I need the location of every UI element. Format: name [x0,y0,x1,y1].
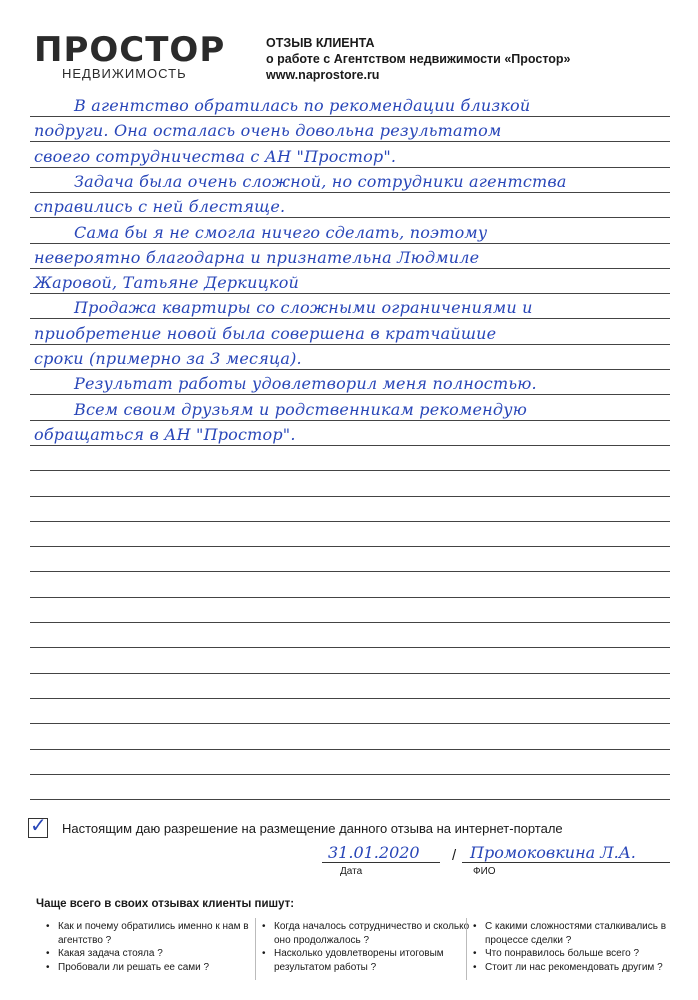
faq-question: • Как и почему обратились именно к нам в [46,920,249,934]
fio-value: Промоковкина Л.А. [470,843,636,862]
faq-question: • Пробовали ли решать ее сами ? [46,961,249,975]
faq-column-2 [262,920,469,974]
ruled-line [30,92,670,117]
faq-column-3 [473,920,666,974]
ruled-line [30,775,670,800]
faq-question: • Стоит ли нас рекомендовать другим ? [473,961,666,975]
ruled-line [30,117,670,142]
review-line-text: Всем своим друзьям и родственникам рекомендую [74,399,527,419]
review-line-text: своего сотрудничества с АН "Простор". [34,146,397,166]
date-label: Дата [340,866,363,877]
brand-tagline: НЕДВИЖИМОСТЬ [62,66,187,81]
review-line-text: Жаровой, Татьяне Деркицкой [34,273,300,293]
review-line-text: Задача была очень сложной, но сотрудники агентства [74,171,567,191]
ruled-line [30,294,670,319]
ruled-line [30,547,670,572]
ruled-line [30,725,670,750]
form-header [266,35,571,83]
faq-question: • Когда началось сотрудничество и сколько [262,920,469,934]
ruled-line [30,269,670,294]
faq-question-cont: агентство ? [58,934,112,946]
review-line-text: сроки (примерно за 3 месяца). [34,349,302,368]
faq-question-cont: результатом работы ? [274,961,377,973]
ruled-line [30,421,670,446]
ruled-line [30,143,670,168]
review-text-area [30,92,670,800]
signature-separator: / [452,847,457,864]
ruled-line [30,699,670,724]
ruled-line [30,168,670,193]
consent-checkbox[interactable] [28,813,48,838]
date-value: 31.01.2020 [328,843,420,862]
ruled-line [30,497,670,522]
ruled-line [30,750,670,775]
ruled-line [30,370,670,395]
fio-underline [462,862,670,863]
review-line-text: Результат работы удовлетворил меня полностью. [74,374,537,394]
ruled-line [30,674,670,699]
ruled-line [30,522,670,547]
check-icon: ✓ [30,813,47,837]
review-line-text: невероятно благодарна и признательна Людмиле [34,247,480,267]
faq-question: • Что понравилось больше всего ? [473,947,666,961]
ruled-line [30,345,670,370]
ruled-line [30,598,670,623]
review-line-text: подруги. Она осталась очень довольна результатом [34,121,502,141]
ruled-line [30,573,670,598]
ruled-line [30,623,670,648]
review-line-text: Сама бы я не смогла ничего сделать, поэтому [74,222,488,242]
faq-column-1 [46,920,249,974]
faq-question: • Какая задача стояла ? [46,947,249,961]
ruled-line [30,320,670,345]
ruled-line [30,649,670,674]
ruled-line [30,244,670,269]
website-link[interactable]: www.naprostore.ru [266,68,380,82]
form-title: ОТЗЫВ КЛИЕНТА [266,36,375,50]
faq-divider [255,918,256,980]
fio-label: ФИО [473,866,496,877]
ruled-line [30,193,670,218]
ruled-line [30,396,670,421]
ruled-line [30,446,670,471]
brand-logo [34,30,234,90]
faq-title: Чаще всего в своих отзывах клиенты пишут: [36,898,295,910]
consent-text: Настоящим даю разрешение на размещение данного отзыва на интернет-портале [62,821,563,836]
faq-question-cont: процессе сделки ? [485,934,572,946]
review-line-text: В агентство обратилась по рекомендации близкой [74,96,531,115]
date-underline [322,862,440,863]
review-line-text: Продажа квартиры со сложными ограничениями и [74,298,533,318]
ruled-line [30,472,670,497]
form-subtitle: о работе с Агентством недвижимости «Простор» [266,52,571,66]
review-line-text: справились с ней блестяще. [34,197,286,217]
faq-question: • С какими сложностями сталкивались в [473,920,666,934]
review-line-text: обращаться в АН "Простор". [34,424,296,444]
review-line-text: приобретение новой была совершена в кратчайшие [34,323,497,343]
faq-question: • Насколько удовлетворены итоговым [262,947,469,961]
ruled-line [30,219,670,244]
faq-question-cont: оно продолжалось ? [274,934,370,946]
faq-divider [466,918,467,980]
brand-name: ПРОСТОР [34,30,226,70]
